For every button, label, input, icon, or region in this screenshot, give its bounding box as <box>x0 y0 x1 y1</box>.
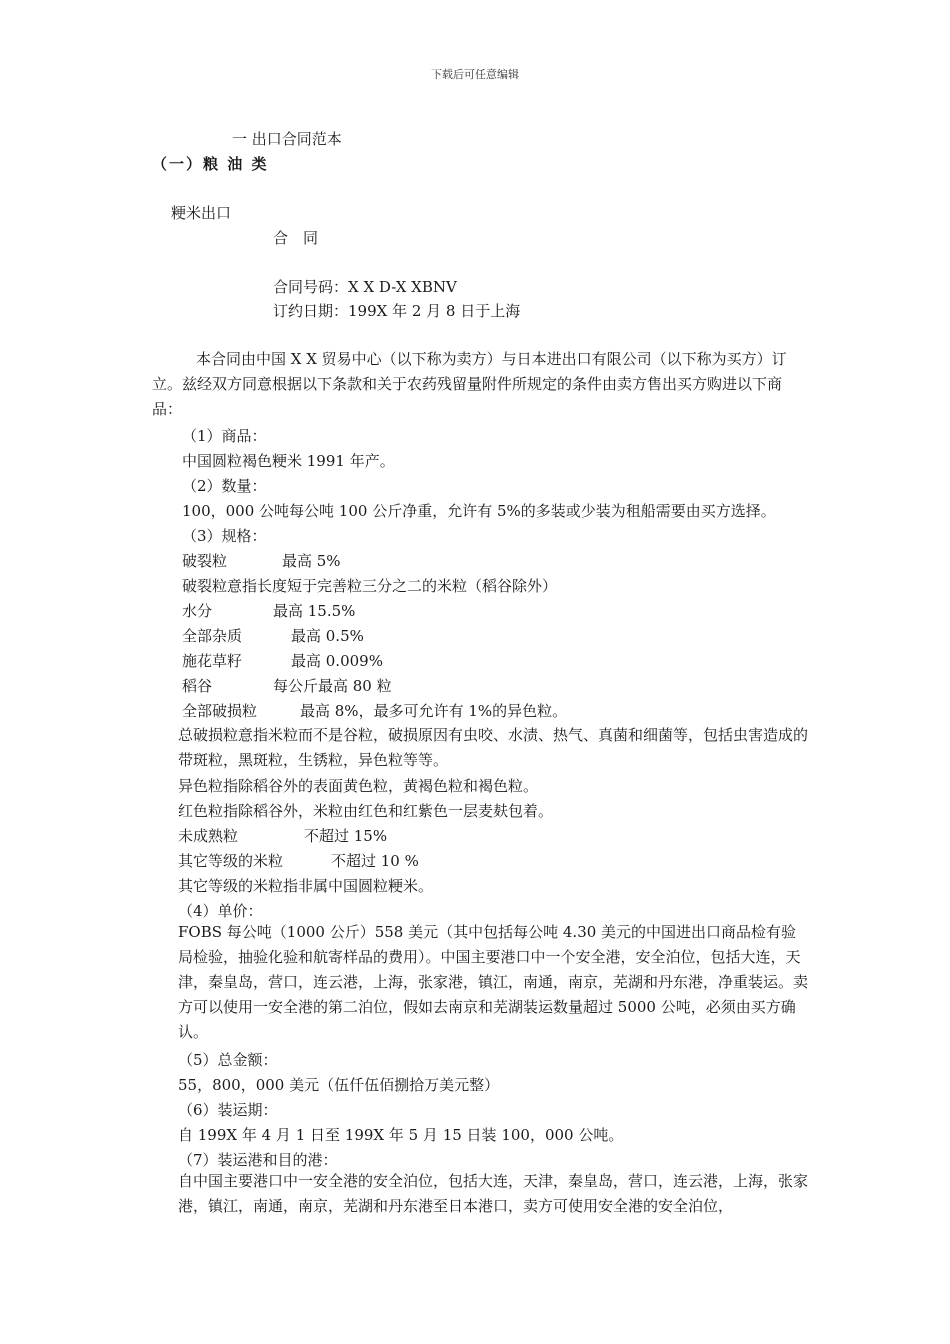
spec-name: 稻谷 <box>182 677 213 695</box>
spec-name: 全部杂质 <box>182 627 243 645</box>
clause-4-body: FOBS 每公吨（1000 公斤）558 美元（其中包括每公吨 4.30 美元的中国进出口商品检有验局检验，抽验化验和航寄样品的费用）。中国主要港口中一个安全港，安全泊位，包括大连，天津，秦皇岛，营口，连云港，上海，张家港，镇江，南通，南京，芜湖和丹东港，净重装运。卖方可以使用一安全港的第二泊位，假如去南京和芜湖装运数量超过 5000 公吨，必须由买方确认。 <box>178 923 809 1041</box>
spec-value: 最高 0.5% <box>291 627 364 645</box>
spec-name: 其它等级的米粒 <box>178 852 284 870</box>
spec-name: 施花草籽 <box>182 652 243 670</box>
clause-2-title: （2）数量： <box>182 477 267 495</box>
header-note: 下载后可任意编辑 <box>431 68 519 81</box>
section-title: 一 出口合同范本 <box>232 130 342 148</box>
spec-name: 水分 <box>182 602 213 620</box>
spec-name: 破裂粒 <box>182 552 228 570</box>
item-title: 粳米出口 <box>171 204 232 222</box>
off-color-note: 异色粒指除稻谷外的表面黄色粒，黄褐色粒和褐色粒。 <box>178 777 539 795</box>
clause-5-body: 55，800，000 美元（伍仟伍佰捌拾万美元整） <box>178 1076 500 1094</box>
clause-2-body: 100，000 公吨每公吨 100 公斤净重，允许有 5%的多装或少装为租船需要由买方选择。 <box>182 502 776 520</box>
spec-value: 最高 8%，最多可允许有 1%的异色粒。 <box>300 702 568 720</box>
clause-7-body: 自中国主要港口中一安全港的安全泊位，包括大连，天津，秦皇岛，营口，连云港，上海，张家港，镇江，南通，南京，芜湖和丹东港至日本港口，卖方可使用安全港的安全泊位， <box>178 1172 809 1215</box>
contract-number: 合同号码：X X D-X XBNV <box>273 278 457 296</box>
clause-7-title: （7）装运港和目的港： <box>178 1151 338 1169</box>
spec-name: 未成熟粒 <box>178 827 239 845</box>
spec-value: 不超过 10 % <box>331 852 419 870</box>
contract-heading: 合 同 <box>273 229 319 247</box>
clause-6-title: （6）装运期： <box>178 1101 278 1119</box>
intro-paragraph: 本合同由中国 X X 贸易中心（以下称为卖方）与日本进出口有限公司（以下称为买方）订立。兹经双方同意根据以下条款和关于农药残留量附件所规定的条件由卖方售出买方购进以下商品： <box>152 350 787 418</box>
spec-value: 每公斤最高 80 粒 <box>273 677 392 695</box>
spec-value: 最高 0.009% <box>291 652 383 670</box>
spec-name: 全部破损粒 <box>182 702 258 720</box>
spec-value: 最高 5% <box>282 552 341 570</box>
spec-note: 破裂粒意指长度短于完善粒三分之二的米粒（稻谷除外） <box>182 577 558 595</box>
contract-date: 订约日期：199X 年 2 月 8 日于上海 <box>273 302 521 320</box>
clause-5-title: （5）总金额： <box>178 1051 278 1069</box>
clause-6-body: 自 199X 年 4 月 1 日至 199X 年 5 月 15 日装 100，000 公吨。 <box>178 1126 624 1144</box>
clause-4-title: （4）单价： <box>178 902 263 920</box>
spec-row <box>182 551 227 571</box>
other-grade-note: 其它等级的米粒指非属中国圆粒粳米。 <box>178 877 434 895</box>
damaged-grain-note: 总破损粒意指米粒而不是谷粒，破损原因有虫咬、水渍、热气、真菌和细菌等，包括虫害造成的带斑粒，黑斑粒，生锈粒，异色粒等等。 <box>178 726 809 769</box>
category-heading: （一）粮 油 类 <box>152 155 269 173</box>
clause-1-title: （1）商品： <box>182 427 267 445</box>
spec-value: 不超过 15% <box>304 827 388 845</box>
red-grain-note: 红色粒指除稻谷外，米粒由红色和红紫色一层麦麸包着。 <box>178 802 554 820</box>
clause-3-title: （3）规格： <box>182 527 267 545</box>
spec-value: 最高 15.5% <box>273 602 356 620</box>
clause-1-body: 中国圆粒褐色粳米 1991 年产。 <box>182 452 395 470</box>
